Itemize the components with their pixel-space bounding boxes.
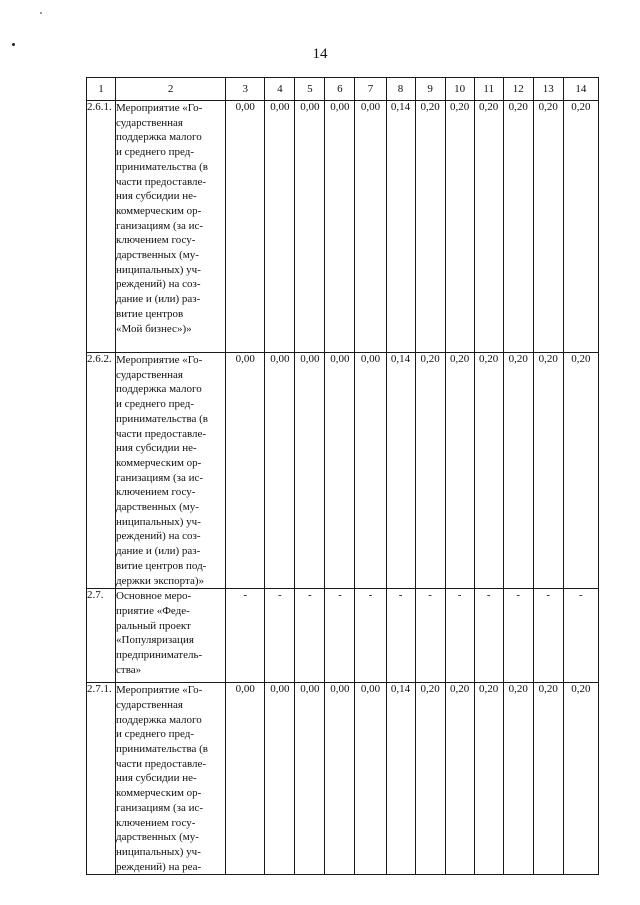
value-cell: 0,00: [325, 353, 355, 589]
value-cell: 0,00: [265, 353, 295, 589]
value-cell: 0,20: [474, 683, 503, 875]
value-cell: 0,20: [533, 101, 563, 353]
indicators-table: [86, 77, 599, 875]
value-cell: -: [355, 589, 386, 683]
column-header: 5: [295, 78, 325, 101]
column-header: 6: [325, 78, 355, 101]
value-cell: 0,20: [563, 101, 598, 353]
column-header: 11: [474, 78, 503, 101]
header-row: [87, 78, 599, 101]
column-header: 12: [503, 78, 533, 101]
value-cell: -: [226, 589, 265, 683]
value-cell: 0,00: [295, 353, 325, 589]
row-description: Мероприятие «Го- сударственная поддержка малого и среднего пред- принимательства (в части предоставле- ния субсидии не- коммерческим ор- ганизациям (за ис- ключением госу- дарственных (му- ниципальных) уч- реждений) на реа-: [116, 683, 226, 875]
value-cell: 0,20: [415, 683, 445, 875]
value-cell: -: [325, 589, 355, 683]
column-header: 4: [265, 78, 295, 101]
value-cell: -: [474, 589, 503, 683]
value-cell: 0,00: [325, 683, 355, 875]
value-cell: -: [295, 589, 325, 683]
column-header: 13: [533, 78, 563, 101]
row-description: Основное меро- приятие «Феде- ральный проект «Популяризация предприниматель- ства»: [116, 589, 226, 683]
value-cell: 0,14: [386, 353, 415, 589]
value-cell: 0,20: [474, 353, 503, 589]
value-cell: -: [415, 589, 445, 683]
row-number: 2.7.: [87, 589, 116, 683]
scan-speck: [40, 12, 42, 14]
table-row: [87, 589, 599, 683]
value-cell: 0,20: [533, 353, 563, 589]
column-header: 1: [87, 78, 116, 101]
value-cell: -: [533, 589, 563, 683]
value-cell: -: [503, 589, 533, 683]
value-cell: 0,14: [386, 101, 415, 353]
value-cell: 0,20: [415, 353, 445, 589]
value-cell: 0,00: [325, 101, 355, 353]
value-cell: 0,00: [295, 683, 325, 875]
value-cell: 0,20: [563, 683, 598, 875]
value-cell: 0,00: [226, 101, 265, 353]
row-number: 2.6.1.: [87, 101, 116, 353]
row-number: 2.6.2.: [87, 353, 116, 589]
value-cell: 0,14: [386, 683, 415, 875]
value-cell: 0,00: [226, 353, 265, 589]
column-header: 3: [226, 78, 265, 101]
value-cell: 0,00: [265, 101, 295, 353]
value-cell: 0,00: [355, 353, 386, 589]
value-cell: -: [386, 589, 415, 683]
column-header: 14: [563, 78, 598, 101]
value-cell: -: [445, 589, 474, 683]
value-cell: 0,00: [226, 683, 265, 875]
row-description: Мероприятие «Го- сударственная поддержка малого и среднего пред- принимательства (в части предоставле- ния субсидии не- коммерческим ор- ганизациям (за ис- ключением госу- дарственных (му- ниципальных) уч- реждений) на соз- дание и (или) раз- витие центров под- держки экспорта)»: [116, 353, 226, 589]
value-cell: 0,20: [503, 683, 533, 875]
column-header: 10: [445, 78, 474, 101]
table-row: [87, 683, 599, 875]
value-cell: 0,00: [265, 683, 295, 875]
page-number: 14: [312, 46, 328, 62]
value-cell: 0,20: [503, 353, 533, 589]
value-cell: 0,20: [445, 353, 474, 589]
table-row: [87, 101, 599, 353]
row-number: 2.7.1.: [87, 683, 116, 875]
value-cell: 0,20: [415, 101, 445, 353]
value-cell: 0,20: [503, 101, 533, 353]
value-cell: 0,20: [474, 101, 503, 353]
value-cell: -: [563, 589, 598, 683]
row-description: Мероприятие «Го- сударственная поддержка малого и среднего пред- принимательства (в части предоставле- ния субсидии не- коммерческим ор- ганизациям (за ис- ключением госу- дарственных (му- ниципальных) уч- реждений) на соз- дание и (или) раз- витие центров «Мой бизнес»)»: [116, 101, 226, 353]
value-cell: 0,20: [563, 353, 598, 589]
value-cell: 0,20: [533, 683, 563, 875]
value-cell: 0,00: [355, 101, 386, 353]
column-header: 9: [415, 78, 445, 101]
value-cell: 0,20: [445, 101, 474, 353]
value-cell: 0,20: [445, 683, 474, 875]
value-cell: -: [265, 589, 295, 683]
column-header: 7: [355, 78, 386, 101]
value-cell: 0,00: [355, 683, 386, 875]
table-row: [87, 353, 599, 589]
column-header: 2: [116, 78, 226, 101]
value-cell: 0,00: [295, 101, 325, 353]
column-header: 8: [386, 78, 415, 101]
